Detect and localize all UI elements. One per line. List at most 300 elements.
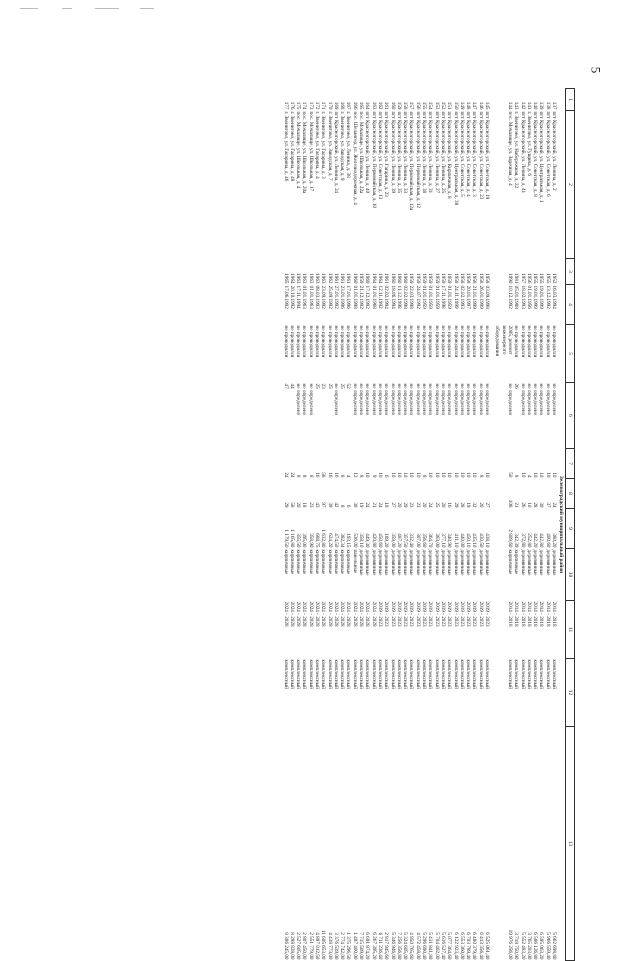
table-cell: 8 288 838,00 — [288, 932, 295, 960]
table-cell: деревянные — [364, 549, 371, 576]
table-cell: комплексный — [544, 659, 551, 689]
table-row — [408, 89, 414, 961]
table-cell: 1981 — [513, 273, 520, 284]
table-cell: комплексный — [389, 659, 396, 689]
table-cell: 137 — [551, 101, 557, 110]
table-cell: 1958 — [471, 273, 478, 284]
table-cell: 2019 - 2023 — [458, 601, 465, 627]
table-cell: не проводился — [383, 325, 390, 358]
table-cell: кирпичные — [295, 549, 302, 575]
table-cell: 1990 — [506, 273, 513, 284]
table-cell: 25 — [326, 383, 333, 389]
table-cell: г. Звенигово, ул. Заводская, д. 7 — [326, 111, 333, 181]
table-cell: деревянные — [538, 549, 545, 576]
table-cell: не определено — [427, 383, 434, 416]
table-cell: 2014 - 2018 — [538, 601, 545, 627]
table-cell: 26.01.1999 — [477, 285, 484, 309]
table-cell: 624,20 — [326, 533, 333, 548]
table-cell: 01.01.1998 — [351, 285, 358, 309]
table-cell: 2024 - 2028 — [326, 601, 333, 627]
table-cell: деревянные — [433, 549, 440, 576]
table-cell: 19.01.1999 — [538, 285, 545, 309]
table-cell: кирпичные — [320, 549, 327, 575]
table-cell: 13.12.1992 — [544, 285, 551, 309]
table-row — [307, 89, 313, 961]
table-cell: не определено — [376, 383, 383, 416]
table-cell: не определено — [332, 383, 339, 416]
table-cell: 17.01.1996 — [345, 285, 352, 309]
table-cell: 1 487 400,00 — [351, 932, 358, 960]
table-cell: 2019 - 2023 — [427, 601, 434, 627]
table-cell: пгт Красногорский, ул. Первомайская, д. 12а — [408, 111, 415, 211]
table-header-row — [566, 89, 575, 961]
table-cell — [500, 659, 506, 727]
table-cell: 372,80 — [519, 533, 526, 548]
table-cell: 358,90 — [307, 533, 314, 548]
table-cell: комплексный — [339, 659, 346, 689]
table-cell: кирпичные — [345, 549, 352, 575]
table-cell: деревянные — [439, 549, 446, 576]
table-cell: деревянные — [477, 549, 484, 576]
table-cell: не проводился — [551, 325, 557, 358]
table-cell: 442,20 — [532, 533, 539, 548]
table-cell: 2024 - 2028 — [339, 601, 346, 627]
table-cell: 6 525 061,40 — [484, 932, 491, 960]
table-cell: 139 — [538, 101, 545, 110]
table-cell: 27 — [389, 502, 396, 508]
table-cell: 1958 — [484, 273, 491, 284]
table-cell: 8 — [295, 474, 302, 478]
table-cell: пгт Красногорский, ул. Ленина, д. 35 — [395, 111, 402, 194]
table-cell: 1963 — [295, 273, 302, 284]
table-cell: 4 438 773,00 — [326, 932, 333, 960]
table-cell: 10 — [433, 472, 440, 478]
table-cell: не проводился — [458, 325, 465, 358]
table-cell: 10 — [395, 472, 402, 478]
table-cell: 141 — [525, 101, 532, 110]
table-cell: не определено — [446, 383, 453, 416]
table-cell: деревянные — [519, 549, 526, 576]
table-cell: 383,00 — [433, 533, 440, 548]
table-cell: комплексный — [525, 659, 532, 689]
table-cell: 2024 - 2028 — [370, 601, 377, 627]
table-cell: пгт Красногорский, ул. Советская, д. 8 — [532, 111, 539, 197]
table-cell: 1 375 296,50 — [345, 932, 352, 960]
table-cell: 23 — [307, 502, 314, 508]
table-cell: 3 376 539,00 — [332, 932, 339, 960]
table-cell: комплексный — [370, 659, 377, 689]
table-cell: 9 — [370, 474, 377, 478]
table-cell: не проводился — [364, 325, 371, 358]
table-cell: 2024 - 2028 — [358, 601, 365, 627]
table-cell: 2014 - 2018 — [544, 601, 551, 627]
table-cell: 156 — [414, 101, 421, 110]
table-cell: кирпичные — [301, 549, 308, 575]
table-cell: 4 897 012,50 — [314, 932, 321, 960]
table-cell: 12.11.1992 — [376, 285, 383, 309]
table-cell: деревянные — [525, 549, 532, 576]
table-cell: 19 — [358, 502, 365, 508]
table-cell: комплексный — [551, 659, 557, 689]
table-cell: не проводился — [471, 325, 478, 358]
table-cell: не определено — [383, 383, 390, 416]
table-cell: 10 — [408, 472, 415, 478]
table-cell: 1961 — [332, 273, 339, 284]
table-cell: 148 — [465, 101, 472, 110]
table-cell: комплексный — [421, 659, 428, 689]
table-cell: 2 527 605,00 — [295, 932, 302, 960]
table-cell: 5 077 364,60 — [446, 932, 453, 960]
table-cell: комплексный — [532, 659, 539, 689]
table-cell: 25 — [314, 383, 321, 389]
table-cell — [500, 111, 506, 259]
table-cell: 145 — [484, 101, 491, 110]
table-cell: 23.01.1996 — [339, 285, 346, 309]
table-cell — [500, 285, 506, 325]
table-cell: 26 — [513, 383, 520, 389]
table-cell: не проводился — [538, 325, 545, 358]
table-cell: 58 — [320, 472, 327, 478]
header-cell: 8 — [566, 479, 575, 509]
table-cell: 157 — [408, 101, 415, 110]
table-cell: пгт Красногорский, ул. Ленина, д. 39 — [389, 111, 396, 194]
table-cell: 357,50 — [402, 533, 409, 548]
table-row — [427, 89, 433, 961]
table-cell: 10 — [538, 472, 545, 478]
table-cell: 39 — [326, 502, 333, 508]
table-cell: не проводился — [351, 325, 358, 358]
table-cell: 10 — [465, 472, 472, 478]
table-cell: 2024 - 2028 — [301, 601, 308, 627]
table-cell: 1958 — [458, 273, 465, 284]
table-cell: 1957 — [519, 273, 526, 284]
table-cell: пгт Красногорский, ул. Советская, д. 13 — [376, 111, 383, 200]
table-cell: комплексный — [484, 659, 491, 689]
table-cell: не проводился — [288, 325, 295, 358]
table-row — [477, 89, 483, 961]
table-cell: комплексный — [538, 659, 545, 689]
table-cell: 6 553 360,00 — [458, 932, 465, 960]
table-cell: 12 — [351, 472, 358, 478]
table-cell: 08.03.1993 — [314, 285, 321, 309]
table-cell: 6 — [383, 474, 390, 478]
table-cell: 2014 - 2018 — [532, 601, 539, 627]
table-cell: 154 — [427, 101, 434, 110]
table-cell: 1963 — [314, 273, 321, 284]
table-cell: 364,70 — [427, 533, 434, 548]
table-cell: деревянные — [389, 549, 396, 576]
table-cell: г. Звенигово, ул. Набережная, д. 22 — [513, 111, 520, 189]
table-cell: комплексный — [395, 659, 402, 689]
table-cell: кирпичные — [339, 549, 346, 575]
table-cell: оборудования — [494, 325, 501, 356]
table-cell: 10 — [525, 502, 532, 508]
table-cell: 24 — [427, 502, 434, 508]
table-cell: 6 703 789,40 — [465, 932, 472, 960]
table-cell: комплексный — [364, 659, 371, 689]
table-cell: не проводился — [484, 325, 491, 358]
table-cell: 01.01.1968 — [370, 285, 377, 309]
table-cell: деревянные — [551, 549, 557, 576]
table-cell: 18 — [301, 502, 308, 508]
table-cell: не проводился — [345, 325, 352, 358]
table-cell: 17.12.1992 — [364, 285, 371, 309]
table-cell: 27 — [484, 502, 491, 508]
table-cell: 21.01.1999 — [471, 285, 478, 309]
table-cell: 1964 — [288, 273, 295, 284]
table-cell: не проводился — [295, 325, 302, 358]
table-cell: 28 — [532, 502, 539, 508]
table-row — [519, 89, 525, 961]
table-cell: 1959 — [439, 273, 446, 284]
table-cell: 2024 - 2028 — [320, 601, 327, 627]
table-cell: 01.01.1963 — [301, 285, 308, 309]
table-cell — [500, 601, 506, 659]
table-cell: 2024 - 2028 — [314, 601, 321, 627]
table-cell: 6 — [345, 504, 352, 508]
table-cell: 2019 - 2023 — [395, 601, 402, 627]
table-row — [364, 89, 370, 961]
table-cell: 1959 — [358, 273, 365, 284]
table-cell: деревянные — [358, 549, 365, 576]
table-cell: 171 — [320, 101, 327, 110]
table-cell: 1 179,50 — [282, 529, 289, 548]
table-cell: не определено — [433, 383, 440, 416]
table-cell: 411,10 — [452, 533, 459, 548]
table-cell: 6 711 236,40 — [376, 932, 383, 960]
table-cell: не определено — [471, 383, 478, 416]
table-cell: пгт Красногорский, ул. Ленина, д. 33 — [402, 111, 409, 194]
table-cell: пгт Красногорский, ул. Советская, д. 6 — [544, 111, 551, 197]
table-cell: комплексный — [288, 659, 295, 689]
table-cell — [494, 285, 500, 325]
table-cell: 22.03.1998 — [408, 285, 415, 309]
table-cell: комплексный — [427, 659, 434, 689]
table-row — [484, 89, 490, 961]
header-cell: 2 — [566, 111, 575, 259]
table-cell: 97 — [320, 502, 327, 508]
table-cell: не проводился — [446, 325, 453, 358]
table-cell: 1960 — [351, 273, 358, 284]
table-cell: не проводился — [358, 325, 365, 358]
table-cell: 01.01.1959 — [421, 285, 428, 309]
table-cell: г. Звенигово, ул. Гагарина, д. 48 — [288, 111, 295, 182]
table-row — [459, 89, 465, 961]
table-cell: 5 552 483,20 — [519, 932, 526, 960]
table-cell — [494, 111, 500, 259]
table-cell: 8 — [307, 474, 314, 478]
table-cell — [494, 659, 500, 727]
table-row — [314, 89, 320, 961]
table-row — [333, 89, 339, 961]
table-cell: 20 — [477, 502, 484, 508]
table-cell: деревянные — [532, 549, 539, 576]
table-row — [377, 89, 383, 961]
table-row — [507, 89, 513, 961]
table-cell: пгт Красногорский, ул. Советская, д. 4 — [465, 111, 472, 197]
table-cell: не проводился — [525, 325, 532, 358]
table-cell: 20 — [395, 502, 402, 508]
table-cell: 450,10 — [465, 533, 472, 548]
table-cell: 8 — [301, 474, 308, 478]
table-cell: 19 — [465, 502, 472, 508]
table-cell: пгт Красногорский, ул. Ленина, д. 24 — [332, 111, 339, 194]
table-cell: 440,00 — [458, 533, 465, 548]
table-cell: 2019 - 2023 — [471, 601, 478, 627]
table-cell: 1964 — [376, 273, 383, 284]
table-cell: 1 632,80 — [320, 529, 327, 548]
table-cell: не определено — [551, 383, 557, 416]
table-cell: 27.01.1992 — [332, 285, 339, 309]
table-cell: 17.11.1994 — [295, 285, 302, 309]
table-cell: 438,10 — [484, 533, 491, 548]
table-cell: 358,10 — [358, 533, 365, 548]
table-cell: пгт Красногорский, ул. Центральная, д. 1 — [538, 111, 545, 203]
table-row — [440, 89, 446, 961]
table-row — [465, 89, 471, 961]
table-cell: деревянные — [484, 549, 491, 576]
table-cell: 26 — [519, 502, 526, 508]
table-cell: 159 — [395, 101, 402, 110]
table-cell — [494, 509, 500, 549]
table-cell: 2019 - 2023 — [433, 601, 440, 627]
table-cell: комплексный — [513, 659, 520, 689]
table-row — [301, 89, 307, 961]
header-cell: 7 — [566, 449, 575, 479]
table-cell: не определено — [295, 383, 302, 416]
table-cell: деревянные — [458, 549, 465, 576]
table-cell: 449,30 — [364, 533, 371, 548]
table-cell: комплексный — [477, 659, 484, 689]
table-cell: 10 — [402, 472, 409, 478]
table-cell: комплексный — [471, 659, 478, 689]
table-row — [513, 89, 519, 961]
table-cell: деревянные — [402, 549, 409, 576]
table-cell: 151 — [446, 101, 453, 110]
table-cell: 2024 - 2028 — [307, 601, 314, 627]
table-cell: 29 — [282, 502, 289, 508]
table-cell: 18.02.1993 — [519, 285, 526, 309]
table-cell: 20 — [295, 502, 302, 508]
table-cell: пос. Мочалище, ул. Заречная, д. 4 — [506, 111, 513, 186]
table-cell: не проводился — [314, 325, 321, 358]
table-cell: 2019 - 2023 — [446, 601, 453, 627]
table-cell: комплексный — [458, 659, 465, 689]
table-cell: 29 — [452, 502, 459, 508]
table-cell: 6 595 063,20 — [538, 932, 545, 960]
table-cell: не определено — [519, 383, 526, 416]
table-cell: 4 — [345, 474, 352, 478]
table-cell: 23 — [414, 502, 421, 508]
table-cell: 5 324 605,00 — [402, 932, 409, 960]
table-cell: 380,20 — [551, 533, 557, 548]
table-cell: 2019 - 2023 — [414, 601, 421, 627]
table-cell: 29 — [402, 502, 409, 508]
table-cell: 10 — [427, 472, 434, 478]
table-cell: 2024 - 2028 — [332, 601, 339, 627]
table-cell: 50 — [506, 472, 513, 478]
table-row — [396, 89, 402, 961]
table-cell: деревянные — [427, 549, 434, 576]
table-cell: 02.02.1994 — [383, 285, 390, 309]
table-cell: 1961 — [339, 273, 346, 284]
table-cell: не определено — [402, 383, 409, 416]
table-cell: не определено — [506, 383, 513, 416]
table-cell: не определено — [370, 383, 377, 416]
table-cell: деревянные — [452, 549, 459, 576]
table-cell: 307,00 — [414, 533, 421, 548]
scan-speck — [140, 8, 154, 9]
table-row — [414, 89, 420, 961]
table-row — [544, 89, 550, 961]
table-cell: 146 — [477, 101, 484, 110]
table-cell: 140 — [532, 101, 539, 110]
table-cell: 165 — [358, 101, 365, 110]
table-cell: 2019 - 2023 — [408, 601, 415, 627]
table-cell: 395,00 — [301, 533, 308, 548]
table-cell: пгт Красногорский, ул. Ленина, д. 25 — [439, 111, 446, 194]
table-cell: 2014 - 2018 — [551, 601, 557, 627]
table-cell: комплексный — [332, 659, 339, 689]
table-cell: 8 — [421, 474, 428, 478]
table-cell: 359,00 — [389, 533, 396, 548]
table-cell: 10 — [544, 472, 551, 478]
table-cell: пгт Красногорский, ул. Гагарина, д. 23 — [383, 111, 390, 197]
table-cell: 6 413 356,40 — [477, 932, 484, 960]
table-cell: не проводился — [477, 325, 484, 358]
table-cell: деревянные — [395, 549, 402, 576]
table-cell: пгт Красногорский, ул. Советская, д. 3 — [471, 111, 478, 197]
table-cell: кирпичные — [513, 549, 520, 575]
table-cell — [494, 727, 500, 961]
page-number: 5 — [588, 66, 604, 74]
table-cell: 23 — [408, 502, 415, 508]
table-cell: комплексный — [295, 659, 302, 689]
section-title-row — [557, 89, 566, 961]
table-cell: 340,90 — [446, 533, 453, 548]
table-cell: 10 — [452, 472, 459, 478]
table-row — [471, 89, 477, 961]
table-cell: 10 — [519, 472, 526, 478]
header-cell: 9 — [566, 509, 575, 549]
table-cell: 5 966 559,40 — [544, 932, 551, 960]
table-cell: комплексный — [314, 659, 321, 689]
table-cell: 5 431 841,80 — [427, 932, 434, 960]
table-cell: кирпичные — [282, 549, 289, 575]
table-cell: 10 — [439, 472, 446, 478]
table-cell: 356,60 — [421, 533, 428, 548]
table-cell: не проводился — [339, 325, 346, 358]
table-cell: не проводился — [421, 325, 428, 358]
table-cell: 24 — [288, 472, 295, 478]
table-cell: комплексный — [433, 659, 440, 689]
table-cell: 20 — [439, 502, 446, 508]
table-cell: кирпичные — [307, 549, 314, 575]
table-cell: 5 346 946,00 — [389, 932, 396, 960]
table-cell: г. Звенигово, ул. Гагарина, д. 4 — [314, 111, 321, 179]
table-cell: 2 807 450,00 — [301, 932, 308, 960]
table-cell: г. Звенигово, ул. Ленина, д. 38 — [345, 111, 352, 178]
table-cell: 2024 - 2028 — [345, 601, 352, 627]
table-cell: 1958 — [477, 273, 484, 284]
table-cell: 25 — [339, 383, 346, 389]
table-row — [494, 89, 500, 961]
table-cell: 16 — [326, 472, 333, 478]
table-cell: 20 — [421, 502, 428, 508]
table-cell: деревянные — [376, 549, 383, 576]
table-cell: 176 — [288, 101, 295, 110]
table-cell: 2005, ремонт — [506, 325, 513, 355]
